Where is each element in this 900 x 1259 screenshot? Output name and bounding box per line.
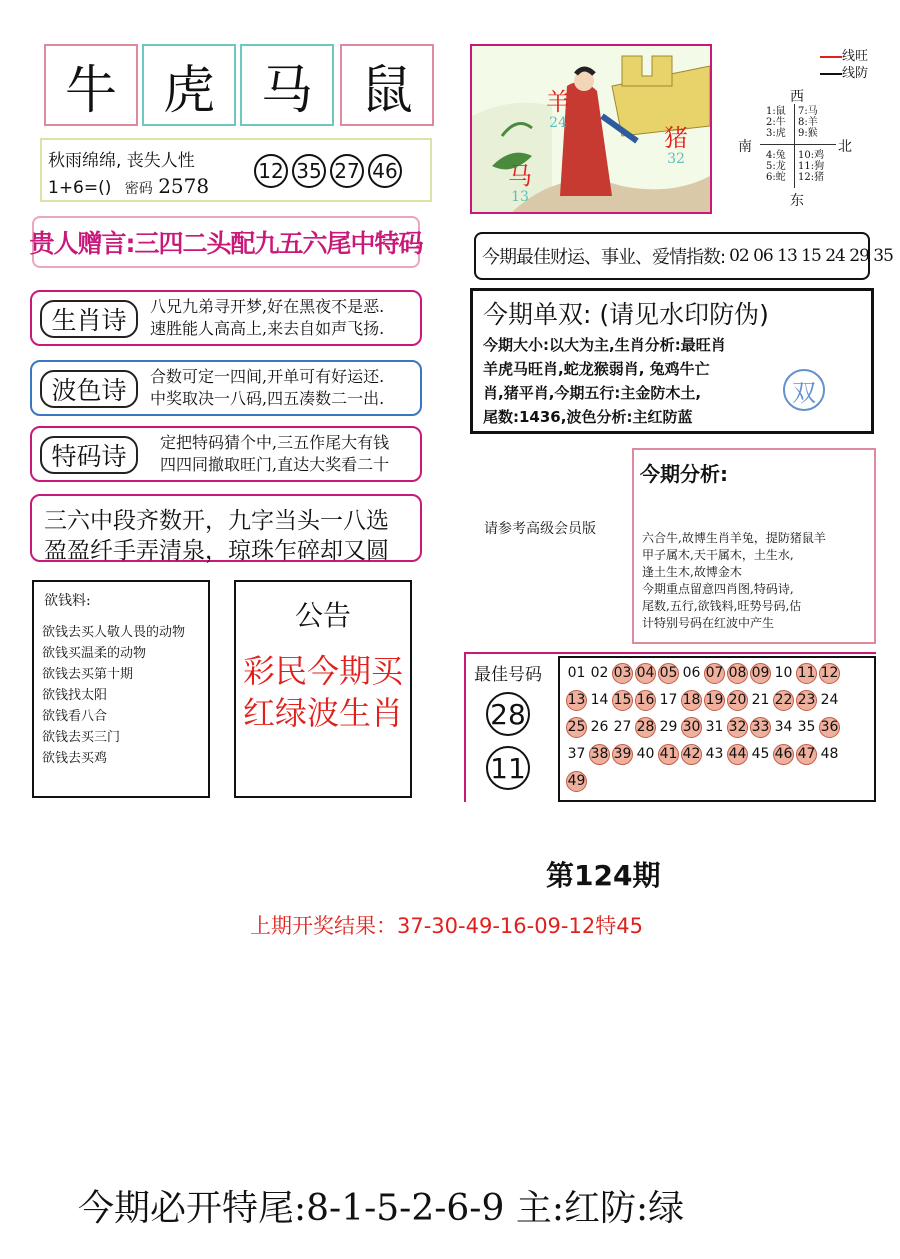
picture-label-pig bbox=[664, 118, 688, 165]
analysis-line: 肖,猪平肖,今期五行:主金防木土, bbox=[483, 384, 702, 402]
money-item: 欲钱去买人敬人畏的动物 bbox=[42, 625, 186, 640]
best-pick-number: 11 bbox=[490, 751, 526, 785]
password-label: 密码 bbox=[124, 181, 153, 197]
analysis-line: 今期重点留意四肖图,特码诗, bbox=[642, 582, 794, 596]
compass-cell-nw bbox=[766, 106, 786, 139]
grid-number: 13 bbox=[566, 690, 587, 711]
circled-number: 12 bbox=[254, 154, 288, 188]
legend-item bbox=[820, 48, 868, 65]
compass-cell-ne bbox=[798, 106, 818, 139]
zodiac-char: 鼠 bbox=[360, 60, 413, 121]
zodiac-picture bbox=[470, 44, 712, 214]
grid-number: 16 bbox=[635, 690, 656, 711]
zodiac-poem bbox=[30, 290, 422, 346]
analysis-line: 尾数:1436,波色分析:主红防蓝 bbox=[483, 408, 693, 426]
grid-number: 34 bbox=[774, 719, 793, 735]
picture-label-horse bbox=[508, 156, 532, 203]
grid-number: 43 bbox=[705, 746, 724, 762]
single-double-box bbox=[470, 288, 874, 434]
analysis-line: 甲子属木,天干属木，土生水, bbox=[642, 548, 794, 562]
grid-number: 35 bbox=[797, 719, 816, 735]
compass-north: 北 bbox=[838, 139, 852, 155]
compass-entry: 2:牛 bbox=[766, 117, 786, 128]
gift-words: 贵人赠言:三四二头配九五六尾中特码 bbox=[29, 229, 423, 258]
grid-number: 01 bbox=[567, 665, 586, 681]
grid-number: 49 bbox=[566, 771, 587, 792]
grid-number: 33 bbox=[750, 717, 771, 738]
grid-number: 09 bbox=[750, 663, 771, 684]
analysis-line: 六合牛,故博生肖羊兔，提防猪鼠羊 bbox=[642, 531, 826, 545]
single-double-title: 今期单双: (请见水印防伪) bbox=[483, 300, 769, 329]
number-grid bbox=[558, 656, 876, 802]
zodiac-box bbox=[240, 44, 334, 126]
grid-number: 25 bbox=[566, 717, 587, 738]
grid-number: 03 bbox=[612, 663, 633, 684]
money-item: 欲钱去买三门 bbox=[42, 730, 121, 745]
footer-tail bbox=[78, 1180, 838, 1231]
compass-entry: 11:狗 bbox=[798, 161, 825, 172]
grid-number: 22 bbox=[773, 690, 794, 711]
poem-label: 波色诗 bbox=[40, 370, 138, 408]
grid-number: 48 bbox=[820, 746, 839, 762]
grid-number: 06 bbox=[682, 665, 701, 681]
grid-number: 42 bbox=[681, 744, 702, 765]
compass-entry: 8:羊 bbox=[798, 117, 818, 128]
money-item: 欲钱找太阳 bbox=[42, 688, 108, 703]
grid-number: 19 bbox=[704, 690, 725, 711]
pig-number: 32 bbox=[667, 151, 685, 167]
poem-line: 合数可定一四间,开单可有好运还. bbox=[150, 367, 385, 386]
number-grid-row bbox=[566, 770, 874, 797]
grid-number: 15 bbox=[612, 690, 633, 711]
notice-line: 红绿波生肖 bbox=[242, 694, 403, 732]
last-result: 上期开奖结果：37-30-49-16-09-12特45 bbox=[250, 914, 643, 938]
fortune-box bbox=[474, 232, 893, 280]
compass-vline bbox=[794, 104, 795, 188]
compass-cell-se bbox=[798, 150, 824, 183]
grid-number: 36 bbox=[819, 717, 840, 738]
notice-line: 彩民今期买 bbox=[242, 652, 403, 690]
grid-number: 40 bbox=[636, 746, 655, 762]
zodiac-box bbox=[340, 44, 434, 126]
money-item: 欲钱买温柔的动物 bbox=[42, 646, 147, 661]
zodiac-box bbox=[44, 44, 138, 126]
sheep-number: 24 bbox=[549, 115, 567, 131]
grid-number: 47 bbox=[796, 744, 817, 765]
compass-hline bbox=[760, 144, 836, 145]
grid-number: 46 bbox=[773, 744, 794, 765]
issue-number: 第124期 bbox=[546, 859, 661, 892]
analysis-title: 今期分析: bbox=[640, 462, 728, 486]
compass-entry: 12:猪 bbox=[798, 172, 825, 183]
grid-number: 18 bbox=[681, 690, 702, 711]
money-item: 欲钱看八合 bbox=[42, 709, 108, 724]
compass-entry: 1:鼠 bbox=[766, 106, 786, 117]
grid-number: 29 bbox=[659, 719, 678, 735]
notice-title: 公告 bbox=[294, 599, 351, 632]
poem-line: 中奖取决一八码,四五凑数二一出. bbox=[150, 389, 385, 408]
number-grid-row bbox=[566, 689, 874, 716]
grid-number: 38 bbox=[589, 744, 610, 765]
grid-number: 26 bbox=[590, 719, 609, 735]
analysis-line: 今期大小:以大为主,生肖分析:最旺肖 bbox=[483, 336, 726, 354]
best-pick bbox=[486, 746, 530, 790]
password-value: 2578 bbox=[158, 174, 210, 198]
compass-entry: 3:虎 bbox=[766, 128, 786, 139]
special-poem bbox=[30, 426, 422, 482]
verse-box bbox=[30, 494, 422, 562]
number-grid-row bbox=[566, 716, 874, 743]
zodiac-char: 牛 bbox=[64, 60, 117, 121]
grid-number: 14 bbox=[590, 692, 609, 708]
money-item: 欲钱去买鸡 bbox=[42, 751, 108, 766]
compass-chart bbox=[738, 86, 868, 210]
grid-number: 37 bbox=[567, 746, 586, 762]
grid-number: 27 bbox=[613, 719, 632, 735]
money-item: 欲钱去买第十期 bbox=[42, 667, 134, 682]
circled-number: 35 bbox=[292, 154, 326, 188]
grid-number: 02 bbox=[590, 665, 609, 681]
grid-number: 05 bbox=[658, 663, 679, 684]
money-list bbox=[42, 622, 185, 769]
riddle-line1: 秋雨绵绵, 丧失人性 bbox=[48, 151, 195, 171]
poem-line: 四四同撤取旺门,直达大奖看二十 bbox=[160, 455, 390, 474]
number-grid-row bbox=[566, 743, 874, 770]
best-pick bbox=[486, 692, 530, 736]
sheep-char: 羊 bbox=[546, 88, 570, 116]
poem-line: 定把特码猜个中,三五作尾大有钱 bbox=[160, 433, 390, 452]
compass-entry: 7:马 bbox=[798, 106, 818, 117]
pig-char: 猪 bbox=[664, 124, 688, 152]
verse-line: 盈盈纤手弄清泉，琼珠乍碎却又圆 bbox=[44, 538, 389, 564]
grid-number: 44 bbox=[727, 744, 748, 765]
grid-number: 28 bbox=[635, 717, 656, 738]
grid-number: 39 bbox=[612, 744, 633, 765]
compass-east: 东 bbox=[790, 193, 804, 209]
picture-label-sheep bbox=[546, 82, 570, 129]
member-note: 请参考高级会员版 bbox=[484, 521, 596, 537]
riddle-line2 bbox=[48, 174, 209, 198]
poem-label: 生肖诗 bbox=[40, 300, 138, 338]
compass-cell-sw bbox=[766, 150, 786, 183]
single-double-lines bbox=[483, 333, 726, 429]
color-poem bbox=[30, 360, 422, 416]
fortune-label: 今期最佳财运、事业、爱情指数: bbox=[482, 247, 726, 268]
circled-number: 46 bbox=[368, 154, 402, 188]
poem-label: 特码诗 bbox=[40, 436, 138, 474]
legend-label-wang: 线旺 bbox=[842, 49, 869, 64]
horse-char: 马 bbox=[508, 162, 532, 190]
zodiac-char: 马 bbox=[260, 60, 313, 121]
grid-number: 04 bbox=[635, 663, 656, 684]
grid-number: 07 bbox=[704, 663, 725, 684]
legend bbox=[820, 48, 868, 82]
compass-entry: 5:龙 bbox=[766, 161, 786, 172]
grid-number: 17 bbox=[659, 692, 678, 708]
compass-entry: 6:蛇 bbox=[766, 172, 786, 183]
fortune-numbers: 02 06 13 15 24 29 35 bbox=[729, 246, 893, 266]
poem-line: 速胜能人高高上,来去自如声飞扬. bbox=[150, 319, 385, 338]
zodiac-char: 虎 bbox=[162, 60, 215, 121]
compass-west: 西 bbox=[790, 89, 804, 105]
grid-number: 11 bbox=[796, 663, 817, 684]
number-grid-row bbox=[566, 662, 874, 689]
grid-number: 45 bbox=[751, 746, 770, 762]
analysis-line: 尾数,五行,欲钱料,旺势号码,估 bbox=[642, 599, 802, 613]
verse-line: 三六中段齐数开，九字当头一八选 bbox=[44, 508, 389, 534]
analysis-line: 计特别号码在红波中产生 bbox=[642, 616, 775, 630]
grid-number: 20 bbox=[727, 690, 748, 711]
double-stamp bbox=[783, 369, 825, 411]
grid-number: 23 bbox=[796, 690, 817, 711]
poem-line: 八兄九弟寻开梦,好在黑夜不是恶. bbox=[150, 297, 385, 316]
horse-number: 13 bbox=[511, 189, 529, 205]
best-numbers-box bbox=[464, 652, 876, 802]
grid-number: 10 bbox=[774, 665, 793, 681]
money-box bbox=[32, 580, 210, 798]
analysis-line: 逢土生木,故博金木 bbox=[642, 565, 742, 579]
grid-number: 31 bbox=[705, 719, 724, 735]
legend-label-fang: 线防 bbox=[842, 66, 869, 81]
compass-entry: 10:鸡 bbox=[798, 150, 825, 161]
circled-numbers bbox=[254, 154, 406, 188]
best-pick-number: 28 bbox=[490, 697, 526, 731]
analysis-box bbox=[632, 448, 876, 644]
legend-item bbox=[820, 65, 868, 82]
grid-number: 30 bbox=[681, 717, 702, 738]
grid-number: 21 bbox=[751, 692, 770, 708]
money-title: 欲钱料: bbox=[44, 593, 91, 609]
compass-south: 南 bbox=[738, 139, 752, 155]
riddle-formula: 1+6=() bbox=[48, 178, 112, 198]
grid-number: 12 bbox=[819, 663, 840, 684]
grid-number: 32 bbox=[727, 717, 748, 738]
analysis-lines bbox=[642, 530, 826, 632]
best-numbers-label: 最佳号码 bbox=[474, 665, 542, 685]
circled-number: 27 bbox=[330, 154, 364, 188]
grid-number: 08 bbox=[727, 663, 748, 684]
compass-entry: 4:兔 bbox=[766, 150, 786, 161]
footer-text: 今期必开特尾:8-1-5-2-6-9 主:红防:绿 bbox=[78, 1188, 685, 1229]
stamp-char: 双 bbox=[792, 378, 816, 407]
riddle-box bbox=[40, 138, 432, 202]
gift-words-box bbox=[29, 216, 423, 268]
grid-number: 24 bbox=[820, 692, 839, 708]
notice-box bbox=[234, 580, 412, 798]
analysis-line: 羊虎马旺肖,蛇龙猴弱肖, 兔鸡牛亡 bbox=[483, 360, 710, 378]
compass-entry: 9:猴 bbox=[798, 128, 818, 139]
grid-number: 41 bbox=[658, 744, 679, 765]
zodiac-box bbox=[142, 44, 236, 126]
